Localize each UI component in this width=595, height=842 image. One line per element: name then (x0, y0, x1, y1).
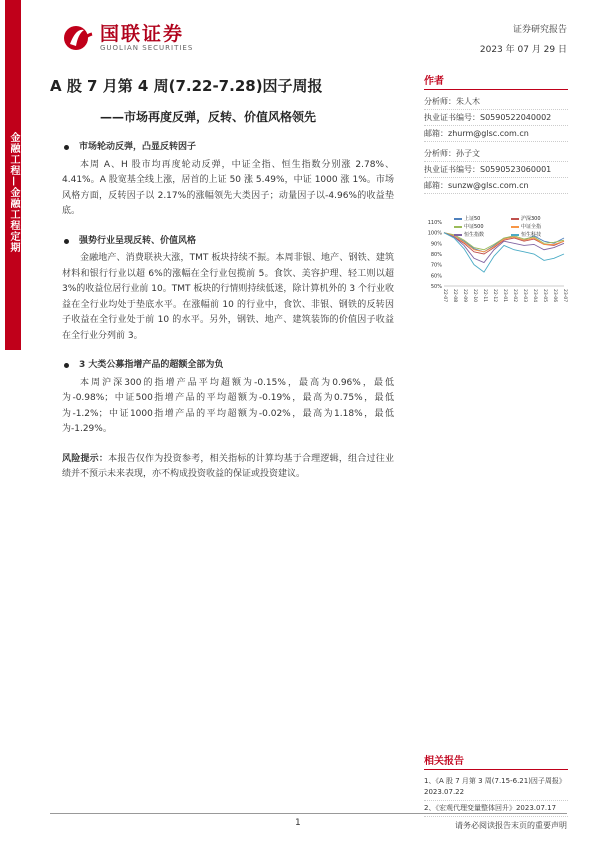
report-title: A 股 7 月第 4 周(7.22-7.28)因子周报 (50, 77, 323, 95)
x-tick-label: 23-06 (552, 289, 557, 303)
legend-entry (454, 231, 507, 238)
legend-entry (454, 223, 507, 230)
x-tick-label: 22-09 (462, 289, 467, 303)
logo-text-cn: 国联证券 (100, 23, 185, 45)
legend-label: 沪深300 (521, 216, 541, 222)
market-chart (424, 212, 570, 304)
legend-label: 中证500 (464, 224, 484, 230)
y-tick-label: 50% (430, 284, 442, 290)
x-tick-label: 22-08 (452, 289, 457, 303)
chart-legend (454, 215, 564, 238)
legend-label: 上证50 (464, 216, 481, 222)
x-tick-label: 23-07 (562, 289, 567, 303)
footer-divider (50, 813, 567, 814)
legend-swatch (454, 226, 462, 228)
legend-label: 恒生指数 (464, 232, 485, 238)
x-tick-label: 22-12 (492, 289, 497, 303)
legend-swatch (454, 218, 462, 220)
y-tick-label: 60% (430, 273, 442, 280)
section-text: 本周沪深300的指增产品平均超额为-0.15%，最高为0.96%，最低为-0.98%；中证500指增产品的平均超额为-0.19%，最高为0.75%，最低为-1.2%；中证1000指增产品的平均超额为-0.02%，最高为1.18%，最低为-1.29%。 (62, 377, 394, 434)
related-report-item: 1、《A 股 7 月第 3 周(7.15-6.21)因子周报》2023.07.22 (424, 774, 568, 801)
section-heading: 3 大类公募指增产品的超额全部为负 (62, 358, 394, 374)
author-line: 执业证书编号：S0590523060001 (424, 162, 568, 178)
x-tick-label: 23-05 (542, 289, 547, 303)
legend-swatch (511, 218, 519, 220)
author-line: 执业证书编号：S0590522040002 (424, 110, 568, 126)
section-text: 本周 A、H 股市均再度轮动反弹，中证全指、恒生指数分别涨 2.78%、4.41%。A 股宽基全线上涨，居首的上证 50 涨 5.49%，中证 1000 涨 1%。市场风格方面，反转因子以 2.17%的涨幅领先大类因子；动量因子以-4.96%的收益垫底。 (62, 159, 394, 216)
legend-swatch (454, 234, 462, 236)
x-tick-label: 23-04 (532, 289, 537, 303)
section-heading: 强势行业呈现反转、价值风格 (62, 234, 394, 250)
risk-warning: 风险提示：本报告仅作为投资参考，相关指标的计算均基于合理逻辑，组合过往业绩并不预示未来表现，亦不构成投资收益的保证或投资建议。 (62, 453, 394, 479)
logo-text-en: GUOLIAN SECURITIES (100, 44, 194, 52)
x-tick-label: 22-07 (442, 289, 447, 303)
author-line: 分析师：孙子文 (424, 146, 568, 162)
logo (62, 24, 193, 52)
sidebar-category: 金融工程—金融工程定期 (5, 0, 21, 350)
footer-disclaimer: 请务必阅读报告末页的重要声明 (455, 821, 567, 830)
author-panel (424, 72, 568, 194)
related-reports (424, 752, 568, 817)
report-date: 2023 年 07 月 29 日 (479, 45, 567, 55)
y-tick-label: 70% (430, 262, 442, 269)
legend-swatch (511, 226, 519, 228)
section-1 (62, 140, 394, 220)
bullet-icon (64, 145, 69, 150)
summary-body (62, 140, 394, 483)
x-tick-label: 23-02 (512, 289, 517, 303)
legend-entry (511, 223, 564, 230)
legend-label: 恒生科技 (521, 232, 542, 238)
legend-entry (511, 215, 564, 222)
legend-label: 中证全指 (521, 224, 542, 230)
section-heading: 市场轮动反弹，凸显反转因子 (62, 140, 394, 156)
x-tick-label: 23-03 (522, 289, 527, 303)
author-line: 邮箱：sunzw@glsc.com.cn (424, 178, 568, 194)
x-tick-label: 23-01 (502, 289, 507, 303)
y-tick-label: 100% (427, 230, 442, 237)
x-tick-label: 22-10 (472, 289, 477, 303)
report-subtitle: ——市场再度反弹，反转、价值风格领先 (100, 110, 317, 124)
y-tick-label: 110% (427, 220, 442, 226)
sidebar (0, 0, 26, 842)
legend-entry (454, 215, 507, 222)
bullet-icon (64, 363, 69, 368)
related-report-item: 2、《宏观代理变量整体回升》2023.07.17 (424, 801, 568, 817)
bullet-icon (64, 239, 69, 244)
author-heading: 作者 (424, 72, 568, 90)
related-heading: 相关报告 (424, 752, 568, 770)
author-line: 分析师：朱人木 (424, 94, 568, 110)
y-tick-label: 90% (430, 241, 442, 248)
author-line: 邮箱：zhurm@glsc.com.cn (424, 126, 568, 142)
y-tick-label: 80% (430, 252, 442, 258)
section-3 (62, 358, 394, 438)
legend-swatch (511, 234, 519, 236)
section-2 (62, 234, 394, 345)
page-number: 1 (295, 818, 301, 828)
section-text: 金融地产、消费联袂大涨，TMT 板块持续不振。本周非银、地产、钢铁、建筑材料和银行行业以超 6%的涨幅在全行业包揽前 5。食饮、美容护理、轻工则以超 3%的收益位居行业前 10。TMT 板块的行情则持续低迷，除计算机外的 3 个行业收益在全行业均处于垫底水平。在涨幅前 10 的行业中，食饮、非银、钢铁的反转因子收益在全行业处于前 10 的水平。另外，钢铁、地产、建筑装饰的价值因子收益在全行业分列前 3。 (62, 253, 394, 341)
legend-entry (511, 231, 564, 238)
guolian-logo-icon (62, 24, 96, 52)
report-type: 证券研究报告 (512, 25, 567, 35)
x-tick-label: 22-11 (482, 289, 487, 303)
